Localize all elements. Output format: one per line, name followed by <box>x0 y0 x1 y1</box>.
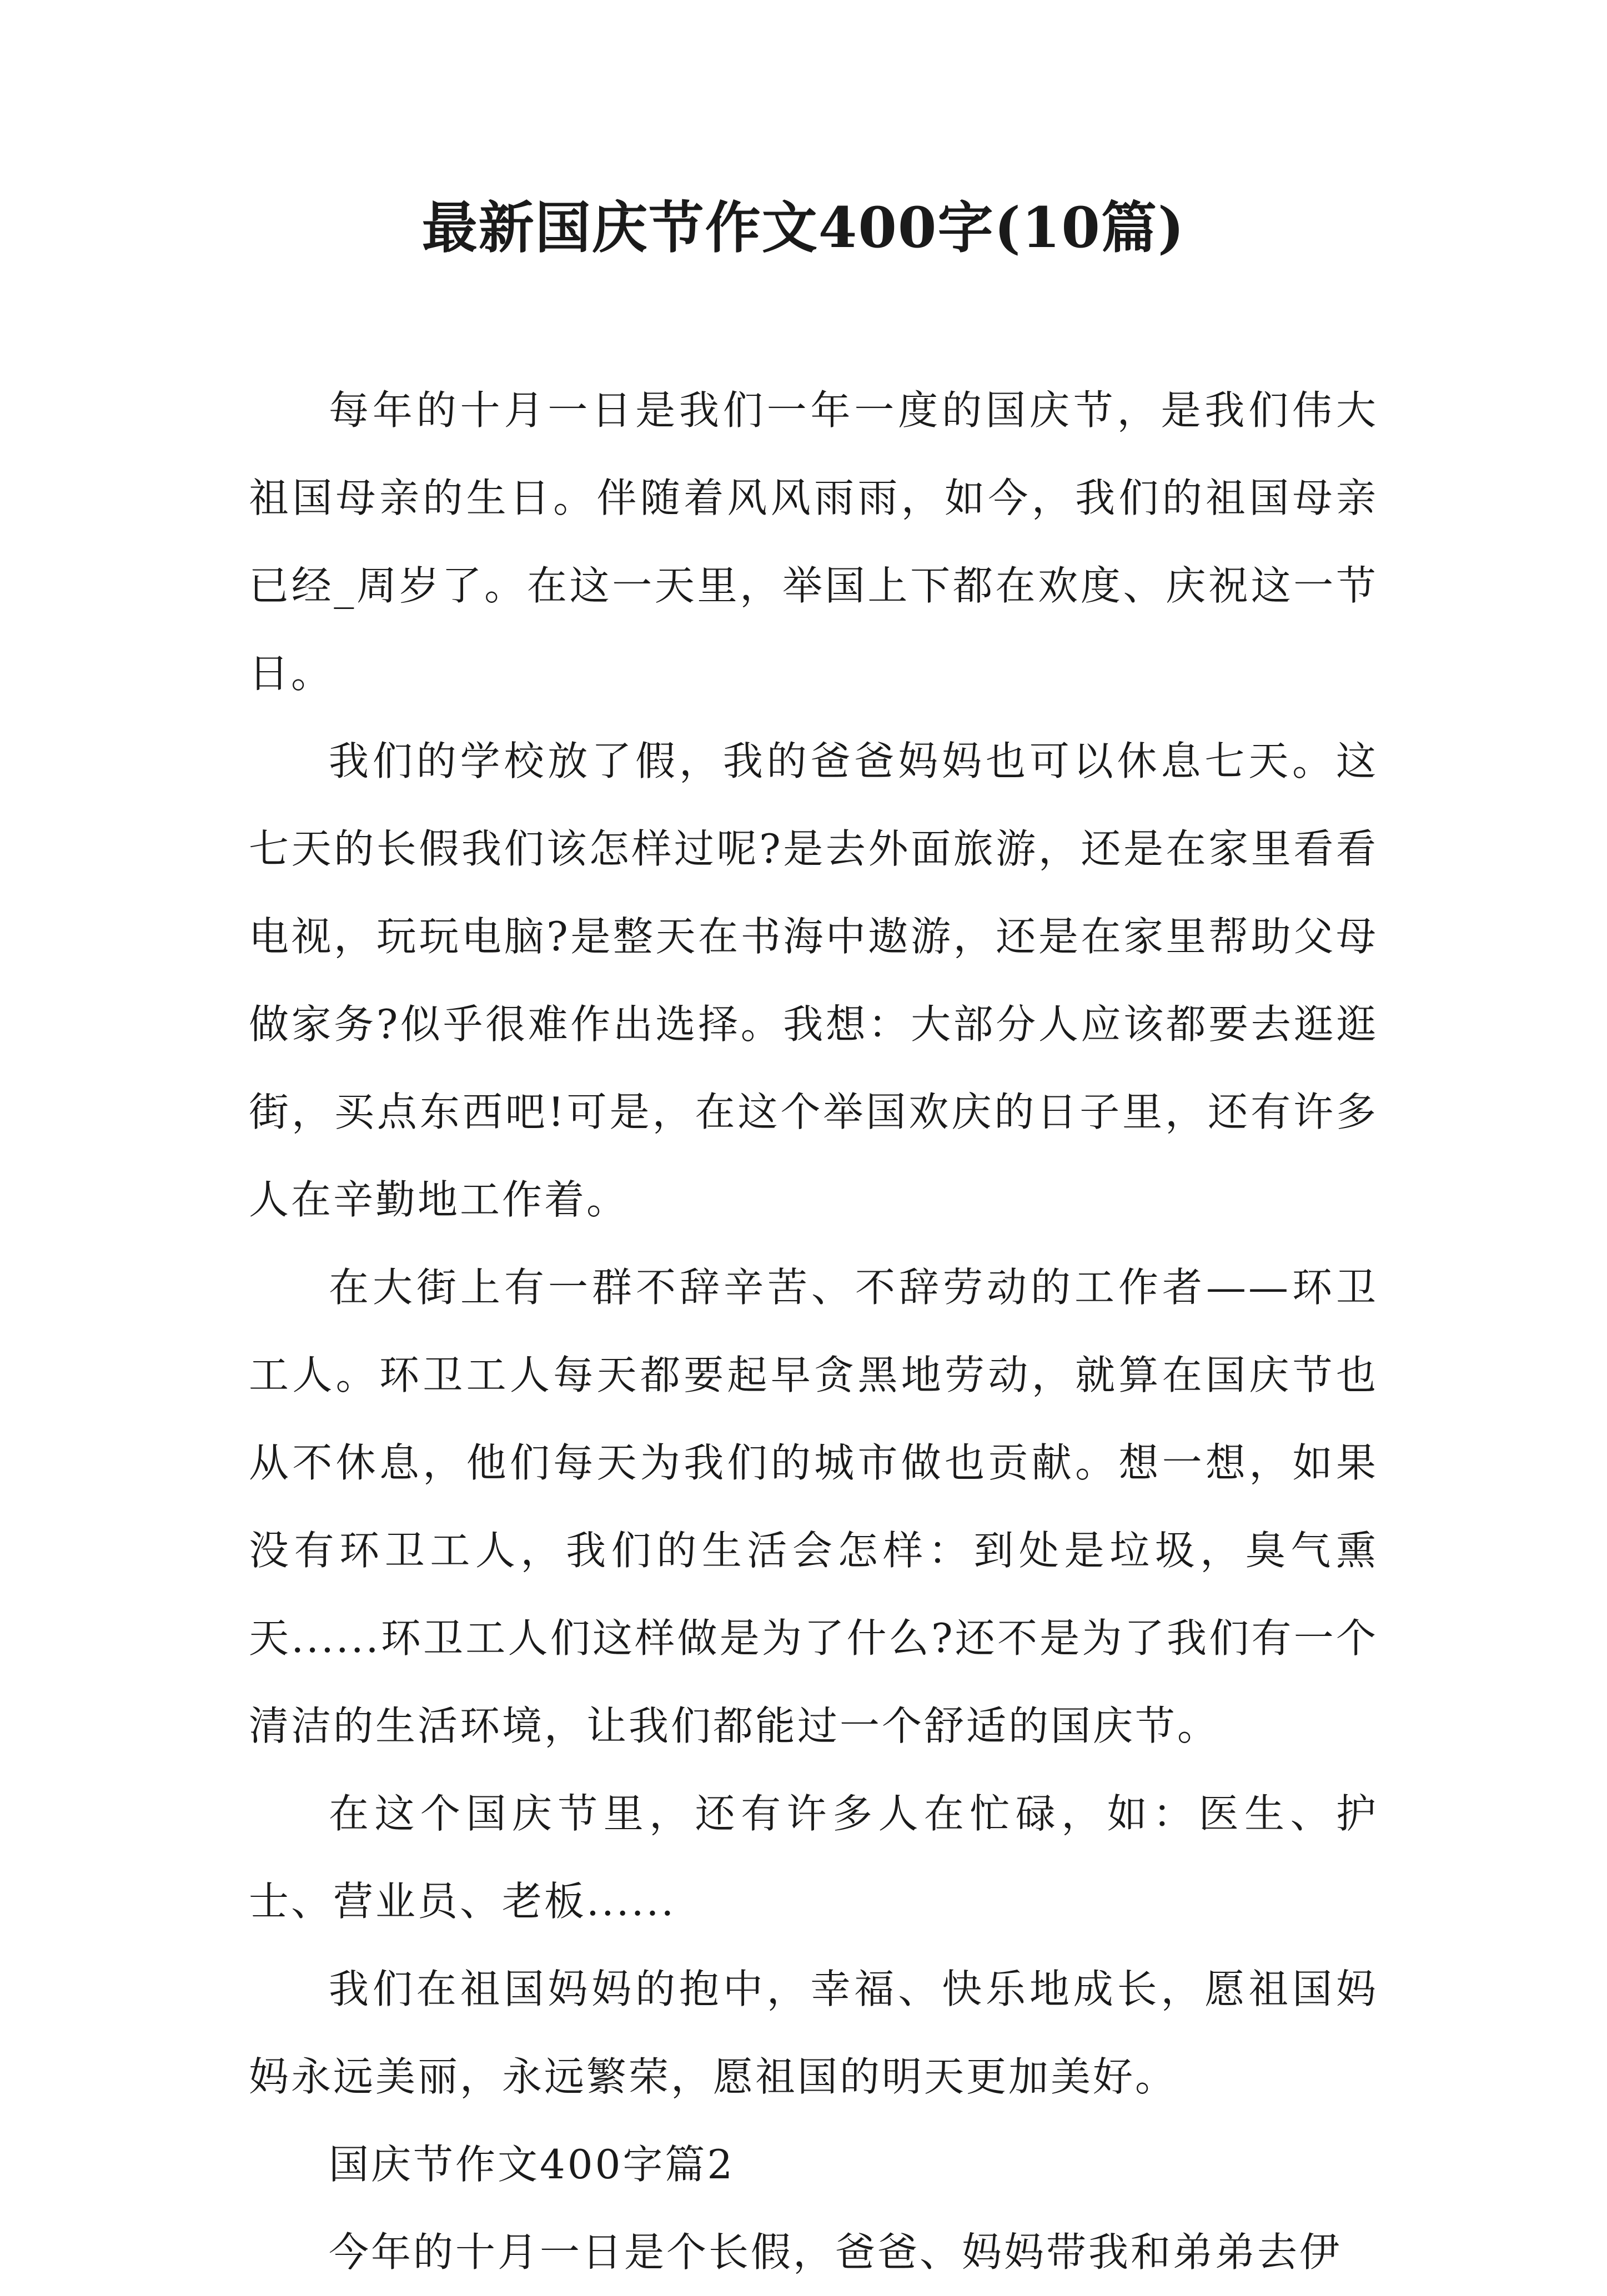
paragraph-6: 今年的十月一日是个长假，爸爸、妈妈带我和弟弟去伊 <box>329 2229 1342 2275</box>
paragraph-1: 每年的十月一日是我们一年一度的国庆节，是我们伟大祖国母亲的生日。伴随着风风雨雨，如今，我们的祖国母亲已经_周岁了。在这一天里，举国上下都在欢度、庆祝这一节日。 <box>249 387 1378 697</box>
paragraph-4: 在这个国庆节里，还有许多人在忙碌，如：医生、护士、营业员、老板...... <box>249 1790 1378 1925</box>
document-title: 最新国庆节作文400字(10篇) <box>421 195 1186 260</box>
document-body <box>249 366 1378 2296</box>
paragraph-3: 在大街上有一群不辞辛苦、不辞劳动的工作者——环卫工人。环卫工人每天都要起早贪黑地劳动，就算在国庆节也从不休息，他们每天为我们的城市做也贡献。想一想，如果没有环卫工人，我们的生活会怎样：到处是垃圾，臭气熏天......环卫工人们这样做是为了什么?还不是为了我们有一个清洁的生活环境，让我们都能过一个舒适的国庆节。 <box>249 1264 1378 1749</box>
paragraph-2: 我们的学校放了假，我的爸爸妈妈也可以休息七天。这七天的长假我们该怎样过呢?是去外面旅游，还是在家里看看电视，玩玩电脑?是整天在书海中遨游，还是在家里帮助父母做家务?似乎很难作出选择。我想：大部分人应该都要去逛逛街，买点东西吧!可是，在这个举国欢庆的日子里，还有许多人在辛勤地工作着。 <box>249 738 1378 1223</box>
paragraph-5: 我们在祖国妈妈的抱中，幸福、快乐地成长，愿祖国妈妈永远美丽，永远繁荣，愿祖国的明天更加美好。 <box>249 1966 1378 2100</box>
section-heading-2: 国庆节作文400字篇2 <box>329 2141 735 2188</box>
